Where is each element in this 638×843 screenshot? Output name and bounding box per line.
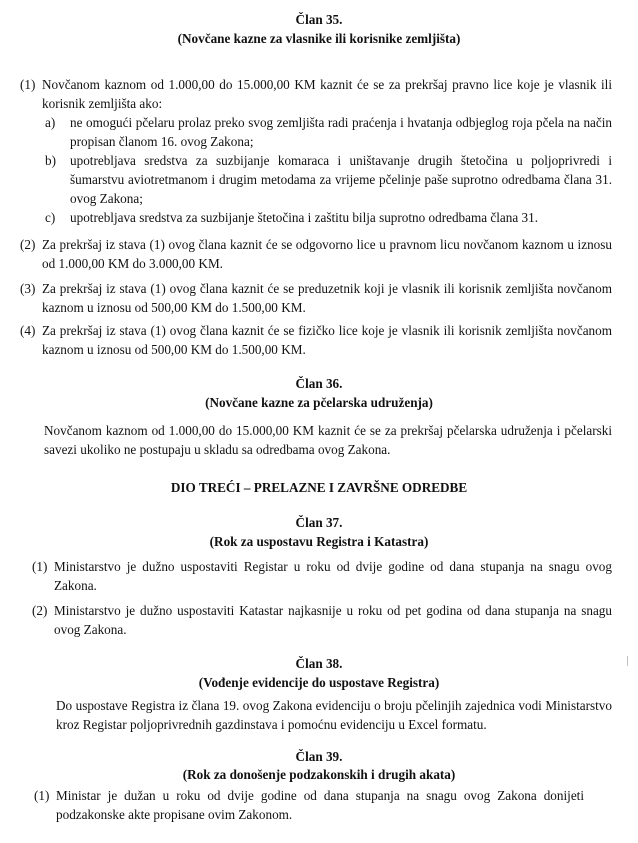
article-36-title: Član 36.: [295, 376, 343, 391]
article-36-subtitle: (Novčane kazne za pčelarska udruženja): [205, 395, 433, 410]
paragraph-number: (3): [20, 281, 36, 296]
paragraph-text: Novčanom kaznom od 1.000,00 do 15.000,00 KM kaznit će se za prekršaj pravno lice koje je vlasnik ili korisnik zemljišta ako:: [42, 77, 612, 111]
article-37-title: Član 37.: [295, 515, 343, 530]
paragraph-text: Ministar je dužan u roku od dvije godine od dana stupanja na snagu ovog Zakona donijeti podzakonske akte propisane ovim Zakonom.: [56, 788, 584, 822]
article-35-paragraph-4: [20, 321, 612, 359]
article-39-subtitle: (Rok za donošenje podzakonskih i drugih akata): [182, 767, 456, 782]
item-label: b): [45, 153, 56, 168]
paragraph-number: (1): [20, 77, 36, 92]
article-39-title: Član 39.: [295, 749, 343, 764]
article-35-paragraph-3: [20, 279, 612, 317]
article-35-item-c: [45, 208, 612, 227]
paragraph-text: Za prekršaj iz stava (1) ovog člana kaznit će se fizičko lice koje je vlasnik ili korisnik zemljišta novčanom kaznom u iznosu od 500,00 KM do 1.500,00 KM.: [42, 323, 612, 357]
paragraph-number: (4): [20, 323, 36, 338]
item-text: ne omogući pčelaru prolaz preko svog zemljišta radi praćenja i hvatanja odbjeglog roja pčela na način propisan članom 16. ovog Zakona;: [70, 115, 612, 149]
article-37-paragraph-1: [32, 557, 612, 595]
paragraph-text: Ministarstvo je dužno uspostaviti Registar u roku od dvije godine od dana stupanja na snagu ovog Zakona.: [54, 559, 612, 593]
item-text: upotrebljava sredstva za suzbijanje štetočina i zaštitu bilja suprotno odredbama člana 31.: [70, 210, 539, 225]
article-36-text: Novčanom kaznom od 1.000,00 do 15.000,00 KM kaznit će se za prekršaj pčelarska udruženja i pčelarski savezi ukoliko ne postupaju u skladu sa odredbama ovog Zakona.: [44, 423, 612, 457]
item-label: c): [45, 210, 56, 225]
scan-mark: [627, 656, 628, 666]
paragraph-text: Ministarstvo je dužno uspostaviti Katastar najkasnije u roku od pet godina od dana stupanja na snagu ovog Zakona.: [54, 603, 612, 637]
article-37-paragraph-2: [32, 601, 612, 639]
article-39-paragraph-1: [34, 786, 584, 824]
article-35-subtitle: (Novčane kazne za vlasnike ili korisnike zemljišta): [177, 31, 461, 46]
article-35-paragraph-1: [20, 75, 612, 113]
part-3-title: DIO TREĆI – PRELAZNE I ZAVRŠNE ODREDBE: [170, 480, 468, 495]
item-label: a): [45, 115, 56, 130]
article-38-subtitle: (Vođenje evidencije do uspostave Registra): [198, 675, 440, 690]
article-35-title: Član 35.: [295, 12, 343, 27]
article-37-subtitle: (Rok za uspostavu Registra i Katastra): [209, 534, 429, 549]
paragraph-text: Za prekršaj iz stava (1) ovog člana kaznit će se odgovorno lice u pravnom licu novčanom kaznom u iznosu od 1.000,00 KM do 3.000,00 KM.: [42, 237, 612, 271]
paragraph-number: (2): [20, 237, 36, 252]
paragraph-number: (1): [32, 559, 48, 574]
article-35-item-a: [45, 113, 612, 151]
paragraph-number: (1): [34, 788, 50, 803]
article-38-text: Do uspostave Registra iz člana 19. ovog Zakona evidenciju o broju pčelinjih zajednica vodi Ministarstvo kroz Registar poljoprivrednih gazdinstava i pomoćnu evidenciju u Excel formatu.: [56, 698, 612, 732]
article-35-paragraph-2: [20, 235, 612, 273]
paragraph-text: Za prekršaj iz stava (1) ovog člana kaznit će se preduzetnik koji je vlasnik ili korisnik zemljišta novčanom kaznom u iznosu od 500,00 KM do 1.500,00 KM.: [42, 281, 612, 315]
item-text: upotrebljava sredstva za suzbijanje komaraca i uništavanje drugih štetočina u poljoprivredi i šumarstvu aviotretmanom i drugim metodama za vrijeme pčelinje paše suprotno odredbama člana 31. ovog Zakona;: [70, 153, 612, 206]
article-38-title: Član 38.: [295, 656, 343, 671]
paragraph-number: (2): [32, 603, 48, 618]
article-35-item-b: [45, 151, 612, 208]
